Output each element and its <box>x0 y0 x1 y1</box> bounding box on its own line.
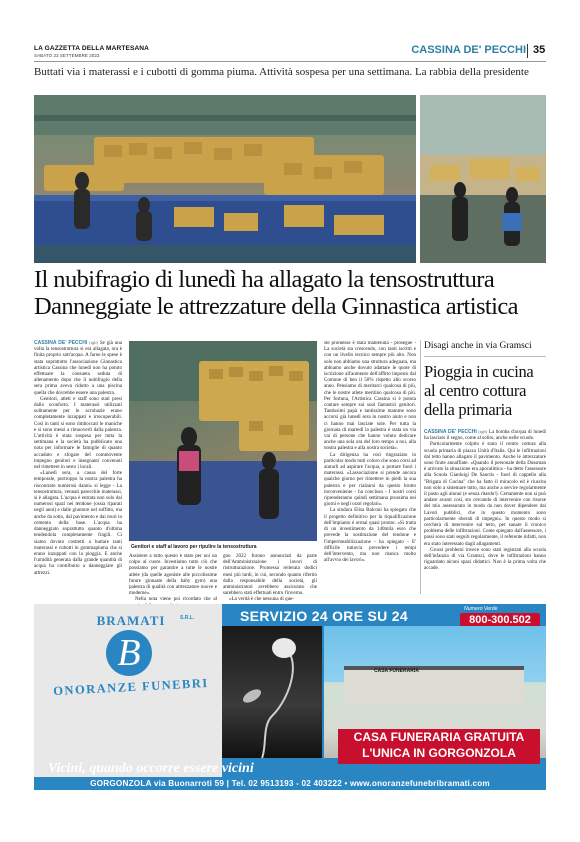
dateline-author: (rgb) <box>89 340 99 345</box>
rose-illustration <box>222 626 322 758</box>
funeral-home-ad <box>34 604 546 777</box>
article-paragraph: Assistere a tutto questo è stato per noi un colpo al cuore. Investiamo tutto ciò che possiamo per garantire a tutte le nostre atlete (da quelle agoniste alle piccolissime future ginnaste della baby gym) una palestra di qualità con attrezzature nuove e moderne». <box>129 553 217 597</box>
article-paragraph: «Lunedì sera, a causa del forte temporale, purtroppo la nostra palestra ha riscontrato numerosi danni» si legge - La tensostruttura, vennati parecchie materassi, si è allagata. L'acqua è entrata non solo dai numerosi spazi nei tendone (ossia riparati negli anni) e dalle giunture nel soffitto, ma anche da sotto, dal pavimento e dai muri in cemento della base. L'acqua ha danneggiato soprattutto quanto d'ultima tendendola completamente fragili. Ci siamo dovuto costretti a buttare tanti materassi e cubotti in gommapiuma che si erano inzuppati con la pioggia. E anche l'umidità generata dalla grande quantità di acqua ha contribuito a danneggiare gli attrezzi. <box>34 470 122 576</box>
ad-footer-contacts: GORGONZOLA via Buonarroti 59 | Tel. 02 9513193 - 02 403222 • www.onoranzefunebribramati.com <box>90 779 490 788</box>
ad-rose-photo <box>222 626 322 758</box>
ad-toll-free-number: 800-300.502 <box>469 614 531 626</box>
sidebar-paragraph: Particolarmente colpito è stato il centro cottura alla scuola primaria di piazza Unità d'Italia. Qui le infiltrazioni dal tetto hanno allagato il pavimento. Anche le attrezzature sono finite annaffiate. «Quando il personale della Dussman è arrivato la situazione era apocalittica - ha detto l'assessore alla Scuola Gianluigi De Sanctis - fuori di cappello alla "Brigata di Cucina" che ha fatto il miracolo ed è riuscita non solo a sistemare tutto, ma anche a servire regolarmente il pasto agli alunni (e senza ritardo!). Certamente non si può andare avanti così, sto cercando di intervenire con risorse del mio assessorato in modo da non dover dipendere dai Lavori pubblici, che in questo momento sono particolarmente oberati di impegni». In questo modo si cercherà di intervenire sul tetto, per sanare il cronico problema delle infiltrazioni. Come spiegato dall'assessore, i passi sono stati seguiti regolarmente, il referente infatti, non era stato interessato dagli allagamenti. <box>424 441 546 547</box>
ad-logo-name: BRAMATI <box>96 613 166 628</box>
ad-building <box>344 666 524 706</box>
volunteers-illustration <box>420 95 546 263</box>
ad-logo-subtitle: ONORANZE FUNEBRI <box>52 675 210 699</box>
section-title: CASSINA DE' PECCHI <box>411 44 526 56</box>
sidebar-divider <box>420 340 421 594</box>
article-paragraph: Genitori, atleti e staff sono stati presi dallo sconforto. I materassi utilizzati solitamente per le acrobazie erano completamente inzuppati e irrecuperabili. Così in tanti si sono rimboccati le maniche e si sono messi a rimuoverli dalla palestra. L'attività è stata sospesa per tutta la settimana e la società ha pubblicato una nota per informare le famiglie di quanto accaduto e sfogare del commovente impegno genitori e insegnanti convenuti nel rimettere in sesto i locali. <box>34 395 122 471</box>
sidebar-kicker: Disagi anche in via Gramsci <box>424 341 532 351</box>
volunteers-photo <box>420 95 546 263</box>
headline <box>34 266 546 320</box>
staff-cleaning-illustration <box>129 341 317 541</box>
paragraph-text: Se già una volta la tensostruttura si era allagata, ora è finita proprio sott'acqua. A farne le spese è stata soprattutto l'associazione Ginnastica artistica Cassina che lunedì non ha potuto effettuare la consueta seduta di allenamento dopo che il nubifragio della sera prima aveva ridotto a una piscina quella che dovrebbe essere una palestra. <box>34 340 122 396</box>
sidebar-rule <box>424 356 546 357</box>
ad-red-banner-line-2: L'UNICA IN GORGONZOLA <box>362 746 516 760</box>
ad-logo-initial: B <box>117 632 141 674</box>
article-kicker: Buttati via i materassi e i cubotti di gomma piuma. Attività sospesa per una settimana. La rabbia della presidente <box>34 66 529 78</box>
paragraph-text: La bomba d'acqua di lunedì ha lasciato il segno, come al solito, anche nelle scuole. <box>424 429 547 442</box>
header-divider <box>527 44 528 58</box>
issue-date: SABATO 23 SETTEMBRE 2023 <box>34 53 100 58</box>
ad-red-banner-line-1: CASA FUNERARIA GRATUITA <box>353 730 525 744</box>
dateline-place: CASSINA DE' PECCHI <box>34 340 88 346</box>
headline-line-2: Danneggiate le attrezzature della Ginnastica artistica <box>34 293 518 320</box>
sidebar-body <box>424 429 546 594</box>
sidebar-paragraph: Grossi problemi invece sono stati registrati alla scuola dell'infanzia di via Gramsci, dove le infiltrazioni hanno riguardato alcuni spazi didattici. Non è la prima volta che accade. <box>424 546 546 572</box>
ad-slogan: Vicini, quando occorre essere vicini <box>48 761 254 776</box>
article-paragraph <box>34 340 122 396</box>
ad-service-banner: SERVIZIO 24 ORE SU 24 <box>240 608 408 624</box>
article-paragraph: gno 2022 furono annunciati da parte dell'Amministrazione i lavori di ristrutturazione. Promessa reiterata dodici mesi più tardi, in cui, secondo quanto riferito dalla responsabile della società, gli amministratori avrebbero assicurato che sarebbero stati effettuati entro l'inverno. <box>223 553 317 597</box>
ad-logo-srl: S.R.L. <box>180 615 195 621</box>
article-column-2b <box>223 553 317 603</box>
page-number: 35 <box>533 44 546 56</box>
article-paragraph: ste promesse è stata mantenuta - prosegue - La società sta crescendo, con tanti iscritti e con un livello tecnico sempre più alto. Non solo non abbiamo una struttura adeguata, ma abbiamo anche dovuto adattare le quote di iscrizione all'aumento dell'affitto imposto dal Comune di ben il 50% rispetto allo scorso anno. Pensiamo di meritarci qualcosa di più, che le nostre atlete meritino qualcosa di più. Per fortuna, l'Artistica Cassina si è potuta contare sempre sui suoi fantastici genitori. Tantissimi papà e tantissime mamme sono accorsi già lunedì sera in nostro aiuto e non ci hanno mai lasciate sole. Per tutta la giornata di martedì la palestra è stata un via vai di persone che hanno voluto dedicare anche una sola ora del loro tempo a noi, alla nostra palestra e alla nostra società». <box>324 340 416 452</box>
article-paragraph: «La verità è che nessuna di que- <box>229 596 295 603</box>
flooded-gym-photo <box>34 95 416 263</box>
dateline-place: CASSINA DE' PECCHI <box>424 429 477 435</box>
article-column-1 <box>34 340 122 590</box>
article-paragraph: La sindaca Elisa Balconi ha spiegato che il progetto definitivo per la riqualificazione dell'impianto è ormai quasi pronto: «Si tratta di un investimento da 140mila euro che prevede la sostituzione del tendone e l'impermeabilizzazione - ha spiegato - E' difficile tuttavia prevedere i tempi dell'intervento, ma non manca molto all'avvio dei lavori». <box>324 507 416 564</box>
photo-caption: Genitori e staff al lavoro per ripulire la tensostruttura <box>131 544 257 550</box>
ad-building-sign: CASA FUNERARIA <box>374 668 419 674</box>
publication-name: LA GAZZETTA DELLA MARTESANA <box>34 45 150 52</box>
article-column-2a <box>129 553 217 603</box>
flooded-gym-illustration <box>34 95 416 263</box>
headline-line-1: Il nubifragio di lunedì ha allagato la tensostruttura <box>34 266 495 293</box>
header-rule <box>34 61 546 62</box>
article-paragraph: La dirigenza ha così ringraziato in particolar modo tutti coloro che sono corsi ad aiutarli ad aspirare l'acqua, a portare fuori i materassi. «Lassociazione si prende ancora qualche giorno per rimettere in piedi la sua palestra e per rialzarsi da questo brutto inconveniente - ha concluso - I nostri corsi riprenderanno quindi settimana prossima nei giorni e negli orari regolari». <box>324 451 416 508</box>
article-paragraph: Nella nota viene poi ricordato che al <box>135 596 217 603</box>
dateline-author: (rgb) <box>478 429 488 434</box>
article-column-3 <box>324 340 416 594</box>
ad-toll-free-label: Numero Verde <box>464 606 498 612</box>
sidebar-paragraph <box>424 429 546 441</box>
staff-cleaning-photo <box>129 341 317 541</box>
sidebar-headline: Pioggia in cucina al centro cottura della primaria <box>424 362 534 419</box>
